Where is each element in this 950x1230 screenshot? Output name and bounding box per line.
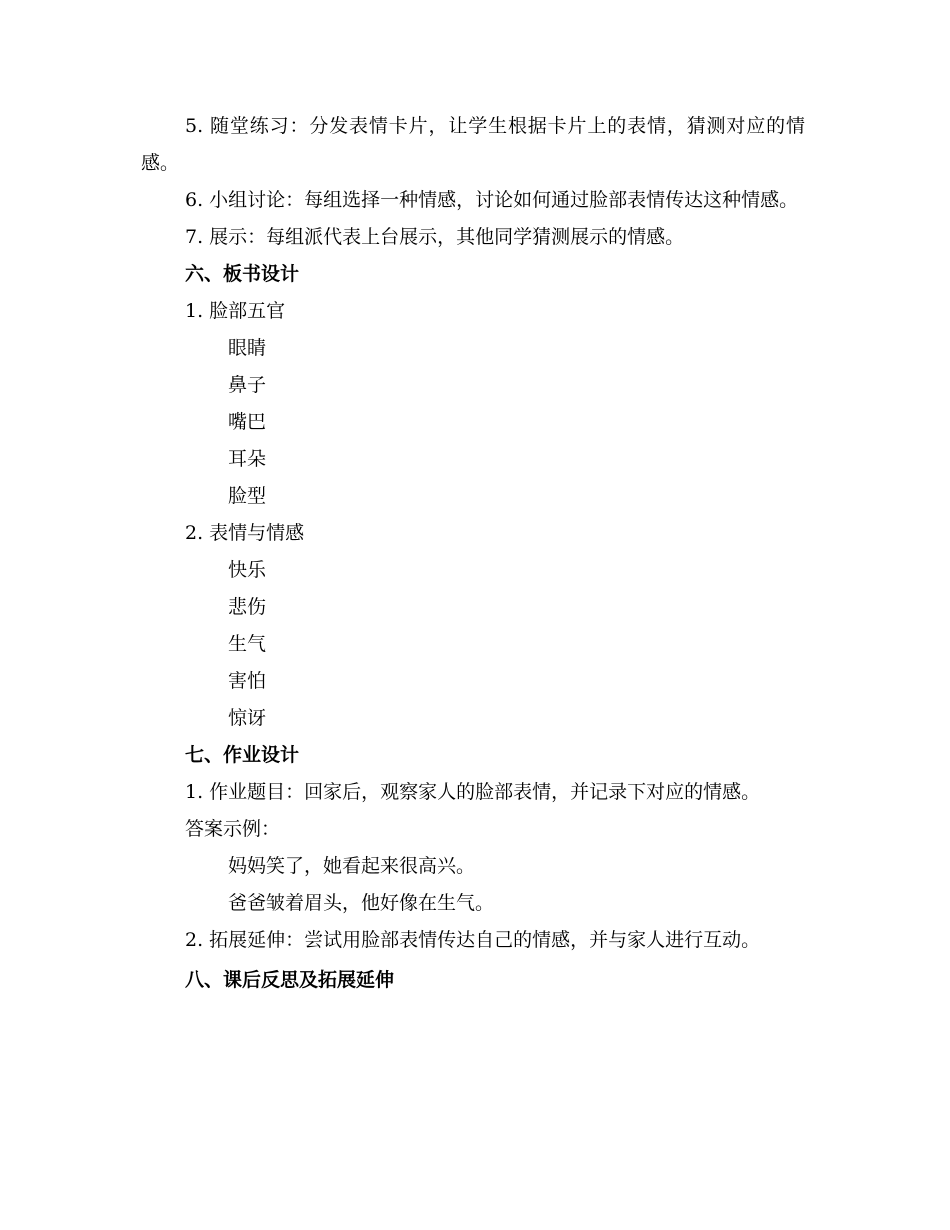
homework-task-1: 1. 作业题目：回家后，观察家人的脸部表情，并记录下对应的情感。: [185, 781, 761, 803]
list-item: 害怕: [228, 670, 267, 692]
step-7: 7. 展示：每组派代表上台展示，其他同学猜测展示的情感。: [185, 226, 685, 248]
list-item: 生气: [228, 633, 267, 655]
list-item: 悲伤: [228, 596, 267, 618]
board-section-facial-features: 1. 脸部五官: [185, 300, 286, 322]
list-item: 惊讶: [228, 707, 267, 729]
list-item: 嘴巴: [228, 411, 267, 433]
board-section-expressions: 2. 表情与情感: [185, 522, 305, 544]
list-item: 脸型: [228, 485, 267, 507]
document-body: [141, 108, 805, 999]
list-item: 眼睛: [228, 337, 267, 359]
section-heading-reflection: 八、课后反思及拓展延伸: [185, 969, 395, 991]
section-heading-board-design: 六、板书设计: [185, 263, 300, 285]
step-5: 5. 随堂练习：分发表情卡片，让学生根据卡片上的表情，猜测对应的情感。: [141, 115, 805, 174]
list-item: 快乐: [228, 559, 267, 581]
list-item: 鼻子: [228, 374, 267, 396]
answer-example-label: 答案示例：: [185, 818, 281, 840]
homework-task-2: 2. 拓展延伸：尝试用脸部表情传达自己的情感，并与家人进行互动。: [185, 929, 761, 951]
step-6: 6. 小组讨论：每组选择一种情感，讨论如何通过脸部表情传达这种情感。: [185, 189, 799, 211]
section-heading-homework: 七、作业设计: [185, 744, 300, 766]
list-item: 耳朵: [228, 448, 267, 470]
answer-example: 妈妈笑了，她看起来很高兴。: [228, 855, 476, 877]
answer-example: 爸爸皱着眉头，他好像在生气。: [228, 892, 495, 914]
